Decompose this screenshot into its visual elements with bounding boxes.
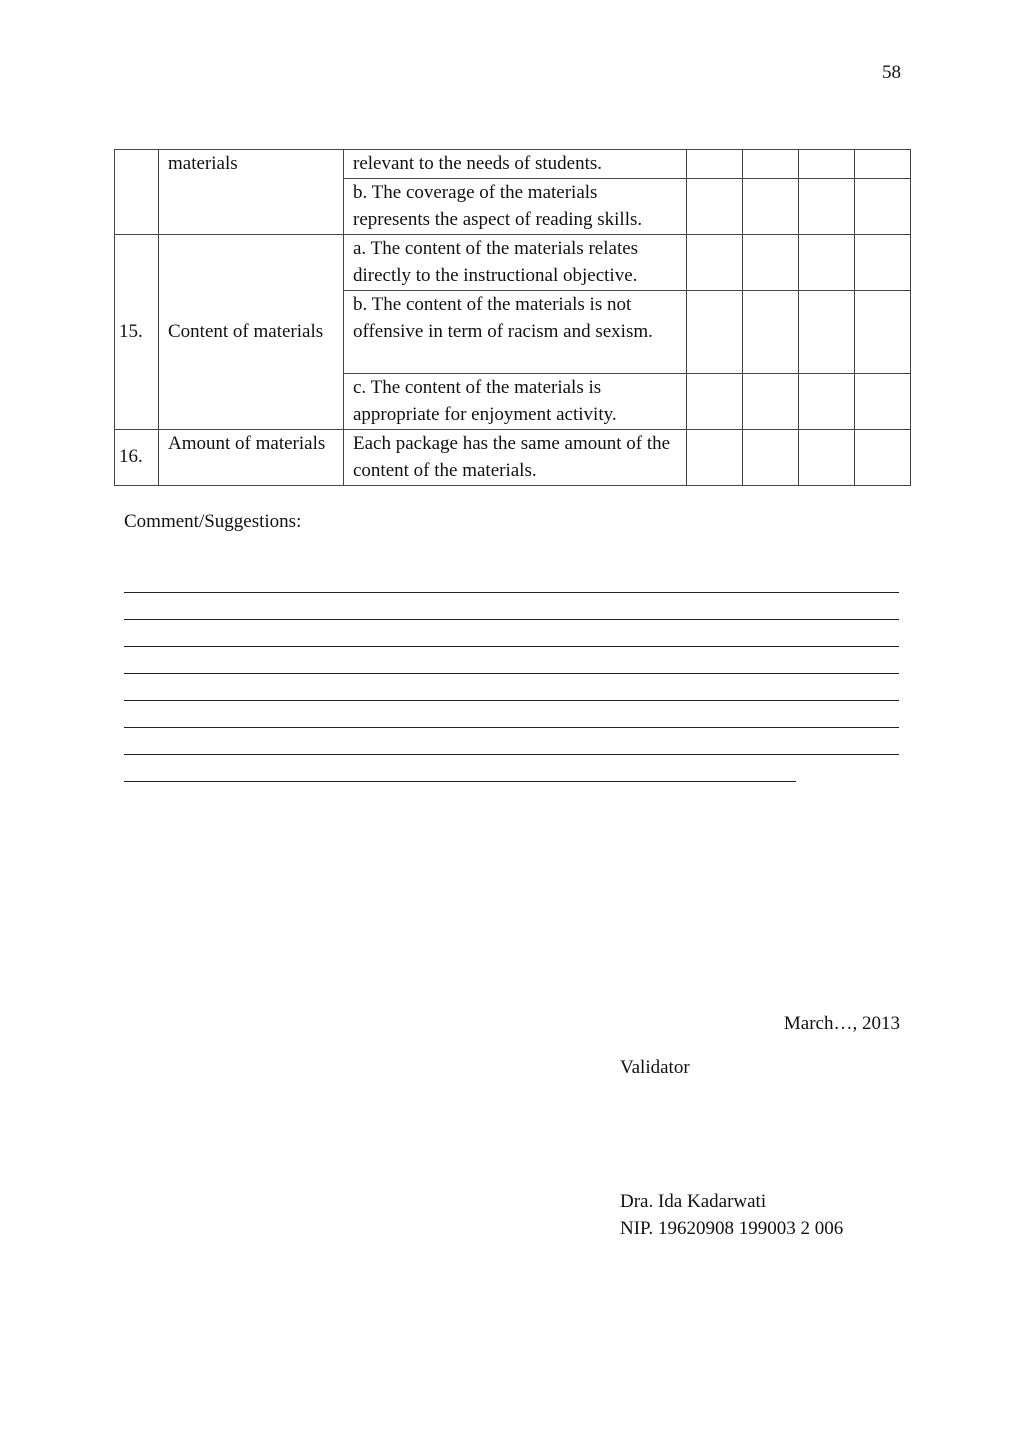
score-cell[interactable] <box>687 234 743 290</box>
score-cell[interactable] <box>743 234 799 290</box>
score-cell[interactable] <box>687 290 743 373</box>
indicator-cell: b. The content of the materials is not offensive in term of racism and sexism. <box>344 290 687 373</box>
validator-nip: NIP. 19620908 199003 2 006 <box>620 1218 844 1239</box>
score-cell[interactable] <box>743 290 799 373</box>
score-cell[interactable] <box>799 178 855 234</box>
indicator-cell: b. The coverage of the materials represents the aspect of reading skills. <box>344 178 687 234</box>
score-cell[interactable] <box>799 429 855 485</box>
score-cell[interactable] <box>687 429 743 485</box>
indicator-cell: c. The content of the materials is appropriate for enjoyment activity. <box>344 373 687 429</box>
row-number-cell: 16. <box>115 429 159 485</box>
comment-line[interactable] <box>124 593 899 620</box>
comment-line[interactable] <box>124 566 899 593</box>
score-cell[interactable] <box>855 373 911 429</box>
score-cell[interactable] <box>799 234 855 290</box>
score-cell[interactable] <box>799 290 855 373</box>
score-cell[interactable] <box>855 234 911 290</box>
indicator-cell: a. The content of the materials relates directly to the instructional objective. <box>344 234 687 290</box>
score-cell[interactable] <box>743 178 799 234</box>
page-number: 58 <box>882 62 901 83</box>
score-cell[interactable] <box>687 373 743 429</box>
comment-line[interactable] <box>124 728 899 755</box>
validation-table <box>114 149 911 486</box>
table-row <box>115 429 911 485</box>
comment-line[interactable] <box>124 701 899 728</box>
score-cell[interactable] <box>743 429 799 485</box>
score-cell[interactable] <box>855 290 911 373</box>
score-cell[interactable] <box>799 150 855 179</box>
row-number-cell: 15. <box>115 234 159 429</box>
validator-label: Validator <box>620 1057 690 1078</box>
comment-line[interactable] <box>124 674 899 701</box>
comment-line[interactable] <box>124 755 796 782</box>
score-cell[interactable] <box>743 373 799 429</box>
indicator-cell: relevant to the needs of students. <box>344 150 687 179</box>
score-cell[interactable] <box>687 150 743 179</box>
comment-label: Comment/Suggestions: <box>124 511 302 532</box>
aspect-cell: Content of materials <box>159 234 344 429</box>
comment-line[interactable] <box>124 620 899 647</box>
signature-date: March…, 2013 <box>783 1013 900 1034</box>
score-cell[interactable] <box>799 373 855 429</box>
comment-line[interactable] <box>124 647 899 674</box>
validator-name: Dra. Ida Kadarwati <box>620 1191 767 1212</box>
score-cell[interactable] <box>743 150 799 179</box>
score-cell[interactable] <box>687 178 743 234</box>
aspect-cell: materials <box>159 150 344 235</box>
score-cell[interactable] <box>855 178 911 234</box>
row-number-cell <box>115 150 159 235</box>
score-cell[interactable] <box>855 150 911 179</box>
comment-area[interactable] <box>124 566 899 782</box>
indicator-cell: Each package has the same amount of the content of the materials. <box>344 429 687 485</box>
table-row <box>115 150 911 179</box>
score-cell[interactable] <box>855 429 911 485</box>
table-row <box>115 234 911 290</box>
aspect-cell: Amount of materials <box>159 429 344 485</box>
